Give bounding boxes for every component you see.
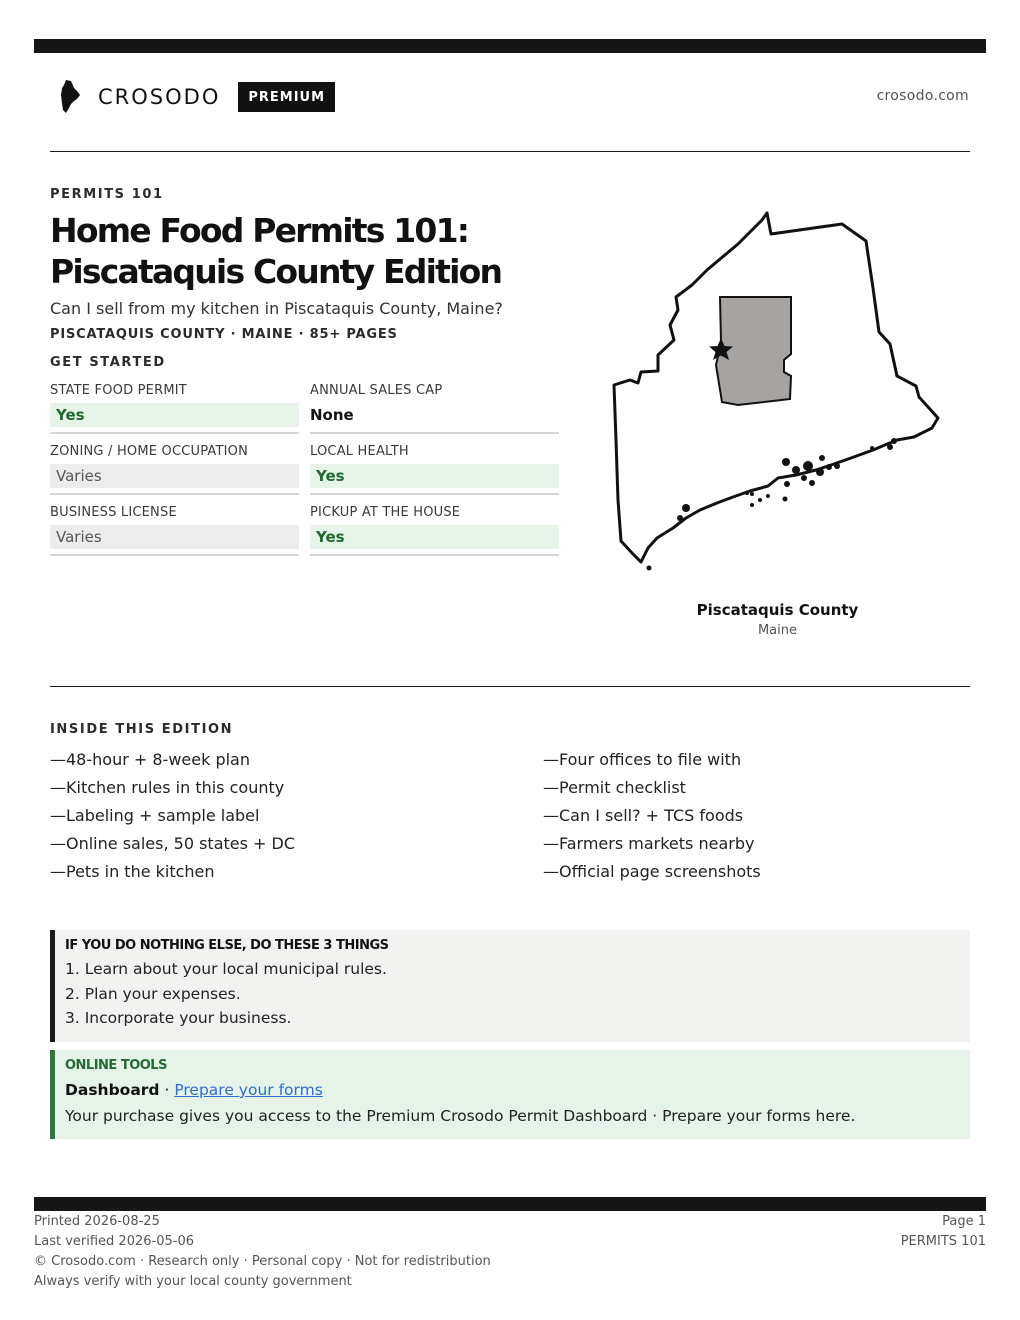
callout-item: 2. Plan your expenses.: [65, 984, 241, 1003]
fact-divider: [310, 493, 559, 495]
fact-label: LOCAL HEALTH: [310, 444, 409, 459]
tools-separator: ·: [159, 1081, 175, 1099]
list-item: —Online sales, 50 states + DC: [50, 834, 296, 853]
fact-divider: [50, 493, 299, 495]
section-kicker: PERMITS 101: [50, 187, 164, 202]
list-item: —Farmers markets nearby: [543, 834, 755, 853]
fact-pickup: [310, 503, 559, 564]
title-line-2: Piscataquis County Edition: [50, 252, 502, 291]
fact-value: Varies: [50, 464, 299, 488]
list-item: —Four offices to file with: [543, 750, 742, 769]
get-started-heading: GET STARTED: [50, 355, 166, 370]
inside-list-left: [50, 749, 490, 889]
inside-list-right: [543, 749, 983, 889]
verify-advice: Always verify with your local county government: [34, 1274, 352, 1289]
top-bar: [34, 39, 986, 53]
brand-row: [58, 78, 335, 116]
footer-bar: [34, 1197, 986, 1211]
fact-value: Varies: [50, 525, 299, 549]
list-item: —Labeling + sample label: [50, 806, 260, 825]
prepare-forms-link[interactable]: Prepare your forms: [174, 1081, 323, 1099]
fact-label: ANNUAL SALES CAP: [310, 383, 443, 398]
tools-links-row: [65, 1079, 970, 1105]
callout-heading: IF YOU DO NOTHING ELSE, DO THESE 3 THINGS: [65, 938, 389, 953]
map-caption-county: Piscataquis County: [696, 601, 859, 619]
site-url[interactable]: crosodo.com: [876, 88, 969, 104]
footer-left: [34, 1213, 491, 1293]
permit-facts-grid: [50, 381, 559, 564]
fact-divider: [310, 554, 559, 556]
maine-map-svg: [605, 205, 950, 580]
online-tools-panel: [50, 1050, 970, 1139]
section-divider: [50, 686, 970, 687]
fact-business-license: [50, 503, 299, 564]
fact-label: BUSINESS LICENSE: [50, 505, 177, 520]
callout-item: 1. Learn about your local municipal rules.: [65, 960, 387, 978]
edition-meta: PISCATAQUIS COUNTY · MAINE · 85+ PAGES: [50, 327, 398, 342]
list-item: —48-hour + 8-week plan: [50, 750, 250, 769]
fact-label: ZONING / HOME OCCUPATION: [50, 444, 249, 459]
three-things-callout: [50, 930, 970, 1042]
fact-annual-sales-cap: [310, 381, 559, 442]
list-item: —Permit checklist: [543, 778, 686, 797]
fact-value: None: [310, 406, 354, 424]
list-item: —Pets in the kitchen: [50, 862, 215, 881]
list-item: —Can I sell? + TCS foods: [543, 806, 744, 825]
fact-value: Yes: [310, 464, 559, 488]
fact-state-food-permit: [50, 381, 299, 442]
fact-value: Yes: [310, 525, 559, 549]
callout-item: 3. Incorporate your business.: [65, 1009, 292, 1027]
fact-label: STATE FOOD PERMIT: [50, 383, 187, 398]
fact-local-health: [310, 442, 559, 503]
fact-value: Yes: [50, 403, 299, 427]
footer-section: PERMITS 101: [900, 1234, 986, 1249]
tools-description: Your purchase gives you access to the Premium Crosodo Permit Dashboard · Prepare your forms here.: [65, 1107, 856, 1125]
footer-right: [901, 1213, 986, 1253]
printed-date: Printed 2026-08-25: [34, 1214, 160, 1229]
premium-badge: PREMIUM: [238, 82, 335, 112]
fact-divider: [50, 432, 299, 434]
state-map: [605, 205, 950, 580]
fact-label: PICKUP AT THE HOUSE: [310, 505, 461, 520]
title-line-1: Home Food Permits 101:: [50, 211, 469, 250]
inside-edition-heading: INSIDE THIS EDITION: [50, 722, 234, 737]
brand-name: CROSODO: [98, 85, 221, 109]
list-item: —Kitchen rules in this county: [50, 778, 285, 797]
copyright-notice: © Crosodo.com · Research only · Personal copy · Not for redistribution: [34, 1254, 491, 1269]
tools-heading: ONLINE TOOLS: [65, 1058, 167, 1073]
page-title: [50, 210, 570, 292]
fact-divider: [310, 432, 559, 434]
fact-divider: [50, 554, 299, 556]
fact-zoning: [50, 442, 299, 503]
dashboard-label: Dashboard: [65, 1081, 160, 1099]
map-caption-state: Maine: [757, 623, 798, 638]
page-number: Page 1: [942, 1214, 986, 1229]
maine-state-icon: [58, 79, 82, 115]
header-divider: [50, 151, 970, 152]
page-subtitle: Can I sell from my kitchen in Piscataquis County, Maine?: [50, 299, 503, 318]
list-item: —Official page screenshots: [543, 862, 761, 881]
verified-date: Last verified 2026-05-06: [34, 1234, 194, 1249]
